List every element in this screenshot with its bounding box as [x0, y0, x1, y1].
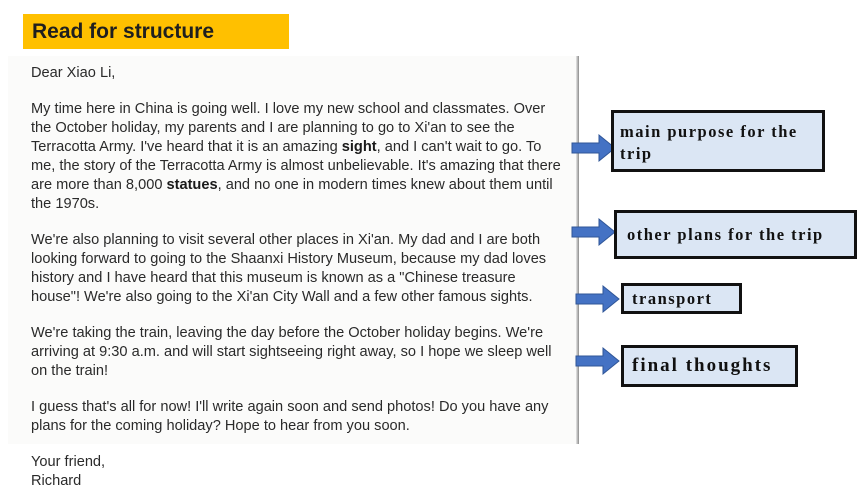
label-final-thoughts: final thoughts: [621, 345, 798, 387]
letter-closing: Your friend,: [31, 454, 106, 470]
arrow-right-icon: [576, 347, 620, 375]
letter-paragraph-4: I guess that's all for now! I'll write again soon and send photos! Do you have any plans for the coming holiday? Hope to hear from you soon.: [31, 399, 549, 434]
label-main-purpose: main purpose for the trip: [611, 110, 825, 172]
letter-paragraph-2: We're also planning to visit several other places in Xi'an. My dad and I are both looking forward to going to the Shaanxi History Museum, because my dad loves history and I have heard that this museum is known as a "Chinese treasure house"! We're also going to the Xi'an City Wall and a few other famous sights.: [31, 232, 547, 305]
keyword-statues: statues: [166, 177, 218, 193]
label-other-plans: other plans for the trip: [614, 210, 857, 259]
letter-signature: Richard: [31, 473, 82, 489]
letter-greeting: Dear Xiao Li,: [31, 65, 116, 81]
letter-paragraph-3: We're taking the train, leaving the day before the October holiday begins. We're arriving at 9:30 a.m. and will start sightseeing right away, so I hope we sleep well on the train!: [31, 325, 552, 379]
arrow-right-icon: [576, 285, 620, 313]
section-title: Read for structure: [23, 14, 289, 49]
paragraph-1-text-b: , and I can't wait to go. To me, the story of the Terracotta Army is almost unbelievable. It's amazing that there are more than 8,000: [31, 139, 561, 193]
letter-page: [8, 56, 579, 489]
label-transport: transport: [621, 283, 742, 314]
paragraph-1-text-a: My time here in China is going well. I love my new school and classmates. Over the October holiday, my parents and I are planning to go to Xi'an to see the Terracotta Army. I've heard that it is an amazing: [31, 101, 546, 155]
arrow-right-icon: [572, 134, 616, 162]
letter-paragraph-1: [31, 100, 566, 214]
keyword-sight: sight: [341, 139, 377, 155]
paragraph-1-text-c: , and no one in modern times knew about them until the 1970s.: [31, 177, 553, 212]
arrow-right-icon: [572, 218, 616, 246]
letter-text: [31, 64, 566, 491]
